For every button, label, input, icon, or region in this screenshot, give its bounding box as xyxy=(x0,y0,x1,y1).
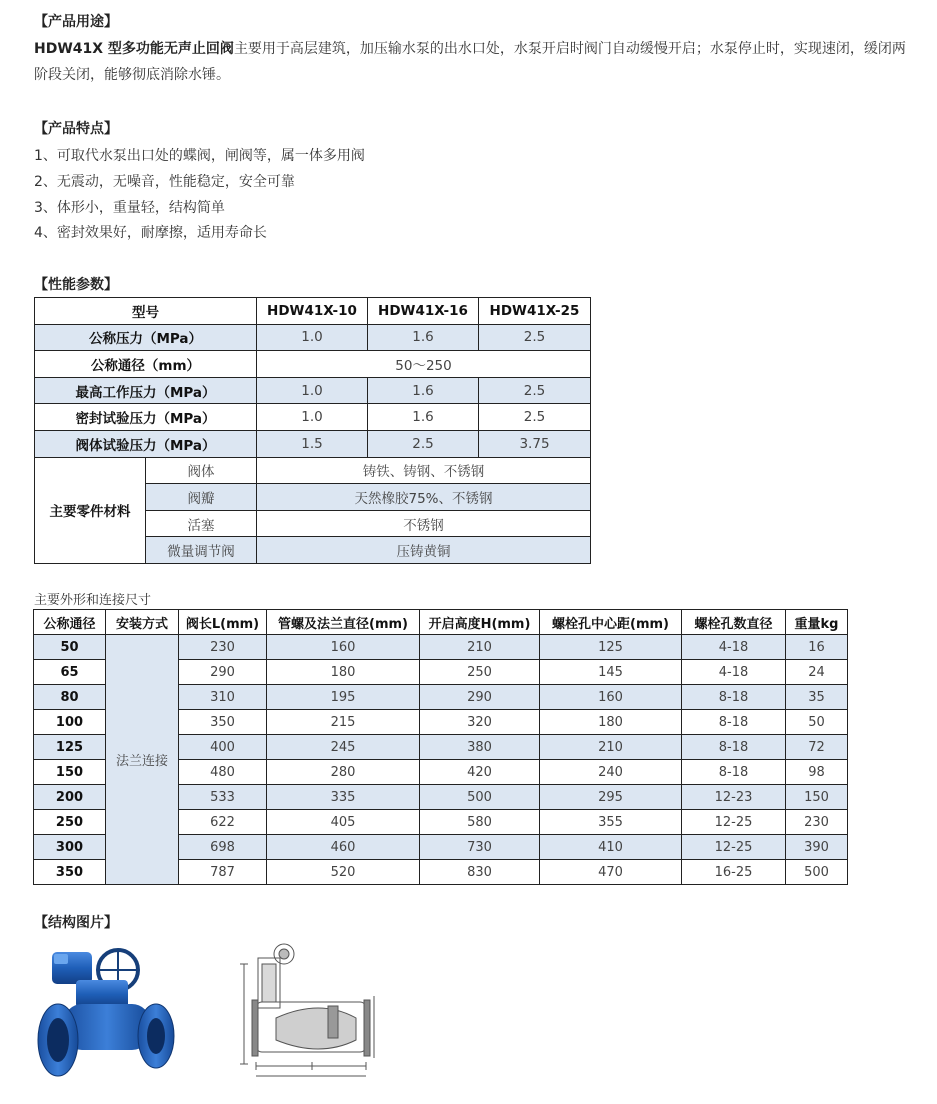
table-cell: 500 xyxy=(420,785,540,810)
table-cell: 460 xyxy=(267,835,420,860)
material-part: 阀体 xyxy=(146,457,257,484)
table-cell: 8-18 xyxy=(682,760,786,785)
table-cell: 2.5 xyxy=(368,430,479,457)
model-25: HDW41X-25 xyxy=(479,298,591,325)
table-row xyxy=(35,351,591,378)
table-cell: 622 xyxy=(179,810,267,835)
table-cell: 280 xyxy=(267,760,420,785)
nominal-diameter-cell: 100 xyxy=(34,710,106,735)
table-cell: 2.5 xyxy=(479,404,591,431)
table-cell: 35 xyxy=(786,685,848,710)
usage-model-name: HDW41X 型多功能无声止回阀 xyxy=(34,41,234,57)
diameter-label: 公称通径（mm） xyxy=(35,351,257,378)
table-cell: 405 xyxy=(267,810,420,835)
table-cell: 290 xyxy=(179,660,267,685)
max-work-label: 最高工作压力（MPa） xyxy=(35,377,257,404)
table-cell: 8-18 xyxy=(682,685,786,710)
table-cell: 215 xyxy=(267,710,420,735)
table-cell: 410 xyxy=(540,835,682,860)
material-part: 阀瓣 xyxy=(146,484,257,511)
table-cell: 1.0 xyxy=(257,404,368,431)
table-row xyxy=(35,430,591,457)
table-cell: 230 xyxy=(786,810,848,835)
table-cell: 210 xyxy=(540,735,682,760)
table-cell: 480 xyxy=(179,760,267,785)
nominal-diameter-cell: 250 xyxy=(34,810,106,835)
table-cell: 245 xyxy=(267,735,420,760)
nominal-diameter-cell: 200 xyxy=(34,785,106,810)
table-cell: 355 xyxy=(540,810,682,835)
usage-heading: 【产品用途】 xyxy=(34,14,118,30)
table-row xyxy=(35,298,591,325)
body-test-label: 阀体试验压力（MPa） xyxy=(35,430,257,457)
column-header: 开启高度H(mm) xyxy=(420,610,540,635)
dimensions-table xyxy=(33,609,848,885)
table-cell: 180 xyxy=(540,710,682,735)
table-cell: 12-25 xyxy=(682,835,786,860)
table-cell: 1.0 xyxy=(257,324,368,351)
table-cell: 310 xyxy=(179,685,267,710)
table-cell: 50 xyxy=(786,710,848,735)
material-value: 不锈钢 xyxy=(257,510,591,537)
table-cell: 1.6 xyxy=(368,377,479,404)
table-row xyxy=(35,457,591,484)
table-cell: 2.5 xyxy=(479,377,591,404)
table-cell: 295 xyxy=(540,785,682,810)
table-cell: 195 xyxy=(267,685,420,710)
table-cell: 533 xyxy=(179,785,267,810)
material-value: 压铸黄铜 xyxy=(257,537,591,564)
table-cell: 24 xyxy=(786,660,848,685)
table-cell: 8-18 xyxy=(682,735,786,760)
table-cell: 240 xyxy=(540,760,682,785)
table-cell: 125 xyxy=(540,635,682,660)
nominal-diameter-cell: 150 xyxy=(34,760,106,785)
feature-item-2: 2、无震动，无噪音，性能稳定，安全可靠 xyxy=(34,174,295,190)
table-cell: 98 xyxy=(786,760,848,785)
table-row xyxy=(34,635,848,660)
nominal-diameter-cell: 50 xyxy=(34,635,106,660)
table-cell: 72 xyxy=(786,735,848,760)
table-cell: 787 xyxy=(179,860,267,885)
valve-photo xyxy=(36,944,178,1084)
column-header: 螺栓孔数直径 xyxy=(682,610,786,635)
table-cell: 580 xyxy=(420,810,540,835)
table-cell: 160 xyxy=(540,685,682,710)
column-header: 螺栓孔中心距(mm) xyxy=(540,610,682,635)
material-part: 活塞 xyxy=(146,510,257,537)
table-cell: 350 xyxy=(179,710,267,735)
table-cell: 390 xyxy=(786,835,848,860)
usage-paragraph xyxy=(34,36,914,88)
table-cell: 16-25 xyxy=(682,860,786,885)
nominal-diameter-cell: 350 xyxy=(34,860,106,885)
nominal-diameter-cell: 300 xyxy=(34,835,106,860)
usage-text: 主要用于高层建筑，加压输水泵的出水口处，水泵开启时阀门自动缓慢开启；水泵停止时，实现速闭，缓闭两阶段关闭，能够彻底消除水锤。 xyxy=(34,41,906,83)
table-cell: 1.5 xyxy=(257,430,368,457)
materials-label: 主要零件材料 xyxy=(35,457,146,563)
table-cell: 12-25 xyxy=(682,810,786,835)
performance-heading: 【性能参数】 xyxy=(34,277,118,293)
model-16: HDW41X-16 xyxy=(368,298,479,325)
table-cell: 4-18 xyxy=(682,660,786,685)
table-cell: 698 xyxy=(179,835,267,860)
table-cell: 4-18 xyxy=(682,635,786,660)
material-value: 天然橡胶75%、不锈钢 xyxy=(257,484,591,511)
table-cell: 380 xyxy=(420,735,540,760)
table-cell: 150 xyxy=(786,785,848,810)
table-cell: 12-23 xyxy=(682,785,786,810)
model-10: HDW41X-10 xyxy=(257,298,368,325)
column-header: 安装方式 xyxy=(106,610,179,635)
table-cell: 730 xyxy=(420,835,540,860)
table-cell: 420 xyxy=(420,760,540,785)
table-cell: 320 xyxy=(420,710,540,735)
table-cell: 1.0 xyxy=(257,377,368,404)
table-cell: 500 xyxy=(786,860,848,885)
table-cell: 1.6 xyxy=(368,324,479,351)
valve-photo-icon xyxy=(36,944,178,1084)
table-cell: 16 xyxy=(786,635,848,660)
table-cell: 160 xyxy=(267,635,420,660)
table-cell: 400 xyxy=(179,735,267,760)
material-value: 铸铁、铸钢、不锈钢 xyxy=(257,457,591,484)
feature-item-4: 4、密封效果好，耐摩擦，适用寿命长 xyxy=(34,225,267,241)
nominal-diameter-cell: 80 xyxy=(34,685,106,710)
table-cell: 470 xyxy=(540,860,682,885)
table-cell: 830 xyxy=(420,860,540,885)
table-cell: 3.75 xyxy=(479,430,591,457)
structure-heading: 【结构图片】 xyxy=(34,915,118,931)
column-header: 重量kg xyxy=(786,610,848,635)
install-method-cell: 法兰连接 xyxy=(106,635,179,885)
diameter-value: 50～250 xyxy=(257,351,591,378)
table-row xyxy=(35,377,591,404)
pressure-label: 公称压力（MPa） xyxy=(35,324,257,351)
table-cell: 180 xyxy=(267,660,420,685)
performance-table xyxy=(34,297,591,564)
seal-test-label: 密封试验压力（MPa） xyxy=(35,404,257,431)
table-cell: 230 xyxy=(179,635,267,660)
column-header: 阀长L(mm) xyxy=(179,610,267,635)
structure-drawing-icon xyxy=(236,940,384,1084)
feature-item-3: 3、体形小，重量轻，结构简单 xyxy=(34,200,225,216)
column-header: 公称通径 xyxy=(34,610,106,635)
table-cell: 2.5 xyxy=(479,324,591,351)
valve-structure-drawing xyxy=(236,940,384,1084)
table-cell: 210 xyxy=(420,635,540,660)
table-row xyxy=(35,324,591,351)
dimensions-caption: 主要外形和连接尺寸 xyxy=(34,593,152,608)
table-cell: 335 xyxy=(267,785,420,810)
table-cell: 250 xyxy=(420,660,540,685)
table-cell: 520 xyxy=(267,860,420,885)
table-cell: 8-18 xyxy=(682,710,786,735)
features-heading: 【产品特点】 xyxy=(34,121,118,137)
table-cell: 1.6 xyxy=(368,404,479,431)
table-cell: 290 xyxy=(420,685,540,710)
table-cell: 145 xyxy=(540,660,682,685)
material-part: 微量调节阀 xyxy=(146,537,257,564)
table-header-row xyxy=(34,610,848,635)
feature-item-1: 1、可取代水泵出口处的蝶阀，闸阀等，属一体多用阀 xyxy=(34,148,365,164)
nominal-diameter-cell: 125 xyxy=(34,735,106,760)
column-header: 管螺及法兰直径(mm) xyxy=(267,610,420,635)
nominal-diameter-cell: 65 xyxy=(34,660,106,685)
table-row xyxy=(35,404,591,431)
model-label: 型号 xyxy=(35,298,257,325)
